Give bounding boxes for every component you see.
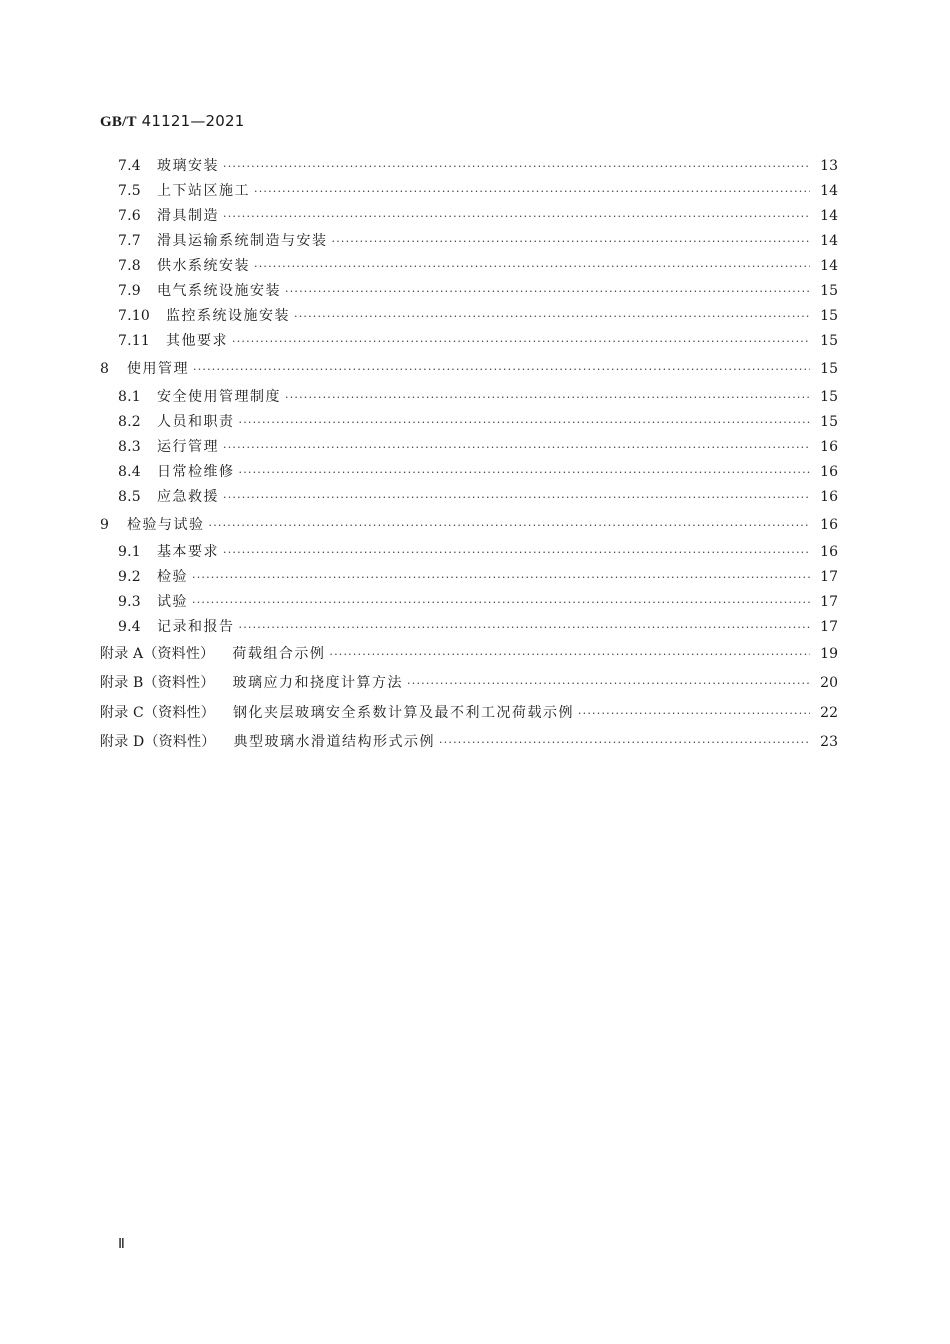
toc-entry[interactable] <box>100 355 838 385</box>
toc-entry-number: 7.11 <box>118 333 150 349</box>
toc-leader-dots <box>254 179 810 204</box>
toc-entry-number: 7.7 <box>118 233 141 249</box>
toc-entry-page: 16 <box>820 544 838 560</box>
toc-leader-dots <box>232 329 810 354</box>
toc-entry[interactable] <box>100 304 838 329</box>
toc-entry-title: 运行管理 <box>157 438 219 455</box>
toc-entry[interactable] <box>100 640 838 669</box>
toc-entry[interactable] <box>100 669 838 698</box>
toc-entry-page: 15 <box>820 333 838 349</box>
toc-entry[interactable] <box>100 699 838 728</box>
toc-entry-number: 附录 C（资料性） <box>100 704 215 721</box>
toc-entry-title: 其他要求 <box>166 333 228 349</box>
toc-leader-dots <box>329 640 810 669</box>
toc-entry[interactable] <box>100 435 838 460</box>
toc-leader-dots <box>223 154 810 179</box>
toc-leader-dots <box>223 435 810 460</box>
toc-entry-title: 检验 <box>157 569 188 585</box>
toc-entry-page: 17 <box>820 619 838 635</box>
toc-entry-title: 使用管理 <box>127 361 189 377</box>
toc-entry-page: 17 <box>820 569 838 585</box>
toc-entry-number: 附录 D（资料性） <box>100 733 216 750</box>
toc-entry[interactable] <box>100 279 838 304</box>
toc-leader-dots <box>332 229 811 254</box>
toc-entry-title: 基本要求 <box>157 544 219 560</box>
toc-entry-title: 荷载组合示例 <box>232 646 326 662</box>
toc-entry-title: 人员和职责 <box>157 413 235 430</box>
toc-entry-page: 19 <box>820 646 838 662</box>
standard-prefix: GB/T <box>100 114 137 130</box>
toc-entry-number: 8.5 <box>118 488 141 505</box>
toc-entry-title: 检验与试验 <box>127 516 205 533</box>
toc-entry-number: 9 <box>100 516 110 533</box>
toc-entry[interactable] <box>100 485 838 510</box>
toc-entry[interactable] <box>100 229 838 254</box>
toc-entry-number: 7.8 <box>118 258 141 274</box>
toc-leader-dots <box>254 254 810 279</box>
toc-leader-dots <box>223 204 810 229</box>
toc-entry-number: 9.3 <box>118 594 141 610</box>
toc-leader-dots <box>439 728 810 757</box>
toc-leader-dots <box>285 279 810 304</box>
toc-entry-page: 14 <box>820 183 838 199</box>
toc-entry-number: 9.1 <box>118 544 141 560</box>
toc-leader-dots <box>285 385 810 410</box>
toc-leader-dots <box>407 669 810 698</box>
toc-entry-page: 17 <box>820 594 838 610</box>
standard-number: 41121—2021 <box>141 112 245 130</box>
toc-leader-dots <box>223 540 810 565</box>
toc-leader-dots <box>239 460 811 485</box>
toc-entry-number: 8 <box>100 361 110 377</box>
toc-entry-page: 15 <box>820 308 838 324</box>
toc-entry-number: 7.6 <box>118 208 141 224</box>
toc-entry-title: 记录和报告 <box>157 619 235 635</box>
toc-entry-title: 应急救援 <box>157 488 219 505</box>
toc-leader-dots <box>239 615 811 640</box>
toc-entry-page: 16 <box>820 488 838 505</box>
toc-entry-number: 7.4 <box>118 158 141 174</box>
toc-entry-page: 14 <box>820 208 838 224</box>
toc-entry-page: 14 <box>820 258 838 274</box>
toc-entry-number: 7.5 <box>118 183 141 199</box>
toc-entry[interactable] <box>100 565 838 590</box>
page-number-footer: Ⅱ <box>118 1237 125 1252</box>
toc-entry-page: 20 <box>820 675 838 692</box>
toc-entry-title: 滑具运输系统制造与安装 <box>157 233 328 249</box>
toc-leader-dots <box>209 511 811 541</box>
toc-entry[interactable] <box>100 590 838 615</box>
toc-entry-page: 14 <box>820 233 838 249</box>
toc-leader-dots <box>239 410 811 435</box>
toc-leader-dots <box>294 304 810 329</box>
toc-entry-page: 23 <box>820 733 838 750</box>
toc-entry-title: 典型玻璃水滑道结构形式示例 <box>233 733 435 750</box>
toc-entry-number: 8.2 <box>118 413 141 430</box>
toc-entry-page: 22 <box>820 704 838 721</box>
toc-entry-title: 玻璃安装 <box>157 158 219 174</box>
toc-leader-dots <box>192 590 810 615</box>
toc-entry[interactable] <box>100 460 838 485</box>
toc-entry[interactable] <box>100 615 838 640</box>
toc-entry-number: 7.10 <box>118 308 150 324</box>
toc-entry-page: 13 <box>820 158 838 174</box>
toc-entry[interactable] <box>100 410 838 435</box>
toc-entry-title: 玻璃应力和挠度计算方法 <box>232 675 404 692</box>
toc-entry-title: 电气系统设施安装 <box>157 283 281 299</box>
toc-entry-page: 15 <box>820 413 838 430</box>
toc-entry-page: 16 <box>820 463 838 480</box>
toc-entry[interactable] <box>100 511 838 541</box>
toc-entry-number: 9.4 <box>118 619 141 635</box>
toc-entry[interactable] <box>100 385 838 410</box>
toc-entry-page: 15 <box>820 388 838 405</box>
toc-entry[interactable] <box>100 254 838 279</box>
toc-entry[interactable] <box>100 204 838 229</box>
toc-entry[interactable] <box>100 154 838 179</box>
toc-entry-number: 8.1 <box>118 388 141 405</box>
toc-entry-number: 附录 A（资料性） <box>100 646 215 662</box>
toc-leader-dots <box>192 565 810 590</box>
toc-entry[interactable] <box>100 728 838 757</box>
toc-entry-title: 上下站区施工 <box>157 183 250 199</box>
toc-entry-number: 8.3 <box>118 438 141 455</box>
toc-entry[interactable] <box>100 329 838 354</box>
toc-entry-title: 试验 <box>157 594 188 610</box>
toc-entry-number: 8.4 <box>118 463 141 480</box>
toc-entry-title: 监控系统设施安装 <box>166 308 290 324</box>
toc-entry-number: 9.2 <box>118 569 141 585</box>
toc-entry-page: 15 <box>820 283 838 299</box>
toc-entry-title: 安全使用管理制度 <box>157 388 281 405</box>
toc-entry-number: 附录 B（资料性） <box>100 675 215 692</box>
toc-leader-dots <box>193 355 810 385</box>
toc-entry-title: 钢化夹层玻璃安全系数计算及最不利工况荷载示例 <box>232 704 574 721</box>
toc-entry-number: 7.9 <box>118 283 141 299</box>
toc-entry-page: 15 <box>820 361 838 377</box>
toc-entry-title: 日常检维修 <box>157 463 235 480</box>
toc-entry-title: 供水系统安装 <box>157 258 250 274</box>
toc-entry-title: 滑具制造 <box>157 208 219 224</box>
toc-entry[interactable] <box>100 540 838 565</box>
standard-number-header <box>100 112 245 131</box>
toc-entry[interactable] <box>100 179 838 204</box>
toc-entry-page: 16 <box>820 438 838 455</box>
toc-leader-dots <box>578 699 810 728</box>
table-of-contents <box>100 154 838 757</box>
toc-entry-page: 16 <box>820 516 838 533</box>
toc-leader-dots <box>223 485 810 510</box>
